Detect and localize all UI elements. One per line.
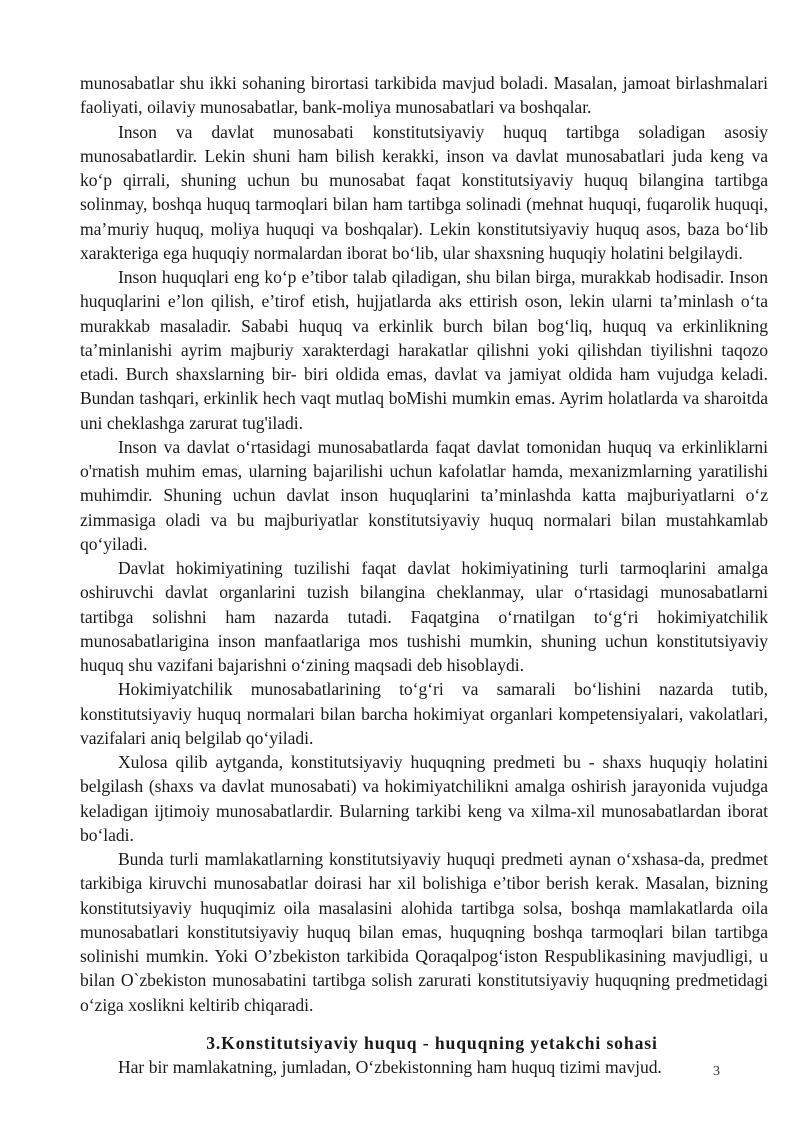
paragraph: Xulosa qilib aytganda, konstitutsiyaviy huquqning predmeti bu - shaxs huquqiy holatini belgilash (shaxs va davlat munosabati) va hokimiyatchilikni amalga oshirish jarayonida vujudga keladigan ijtimoiy munosabatlardir. Bularning tarkibi keng va xilma-xil munosabatlardan iborat bo‘ladi. xyxy=(80,752,768,845)
paragraph: Har bir mamlakatning, jumladan, O‘zbekistonning ham huquq tizimi mavjud. xyxy=(118,1057,662,1077)
paragraph: Hokimiyatchilik munosabatlarining to‘g‘ri va samarali bo‘lishini nazarda tutib, konstitutsiyaviy huquq normalari bilan barcha hokimiyat organlari kompetensiyalari, vakolatlari, vazifalari aniq belgilab qo‘yiladi. xyxy=(80,679,768,748)
section-heading: 3.Konstitutsiyaviy huquq - huquqning yetakchi sohasi xyxy=(206,1032,658,1053)
paragraph: Davlat hokimiyatining tuzilishi faqat davlat hokimiyatining turli tarmoqlarini amalga oshiruvchi davlat organlarini tuzish bilangina cheklanmay, ular o‘rtasidagi munosabatlarni tartibga solishni ham nazarda tutadi. Faqatgina o‘rnatilgan to‘g‘ri hokimiyatchilik munosabatlarigina inson manfaatlariga mos tushishi mumkin, shuning uchun konstitutsiyaviy huquq shu vazifani bajarishni o‘zining maqsadi deb hisoblaydi. xyxy=(80,558,768,675)
document-page xyxy=(80,71,768,1079)
paragraph-continuation: munosabatlar shu ikki sohaning birortasi tarkibida mavjud boladi. Masalan, jamoat birlashmalari faoliyati, oilaviy munosabatlar, bank-moliya munosabatlari va boshqalar. xyxy=(80,73,768,118)
page-number: 3 xyxy=(713,1064,720,1079)
paragraph: Inson va davlat o‘rtasidagi munosabatlarda faqat davlat tomonidan huquq va erkinliklarni o'rnatish muhim emas, ularning bajarilishi uchun kafolatlar hamda, mexanizmlarning yaratilishi muhimdir. Shuning uchun davlat inson huquqlarini ta’minlashda katta majburiyatlarni o‘z zimmasiga oladi va bu majburiyatlar konstitutsiyaviy huquq normalari bilan mustahkamlab qo‘yiladi. xyxy=(80,436,768,554)
paragraph: Bunda turli mamlakatlarning konstitutsiyaviy huquqi predmeti aynan o‘xshasa-da, predmet tarkibiga kiruvchi munosabatlar doirasi har xil bolishiga e’tibor berish kerak. Masalan, bizning konstitutsiyaviy huquqimiz oila masalasini alohida tartibga solsa, boshqa mamlakatlarda oila munosabatlari konstitutsiyaviy huquq bilan emas, huquqning boshqa tarmoqlari bilan tartibga solinishi mumkin. Yoki O’zbekiston tarkibida Qoraqalpog‘iston Respublikasining mavjudligi, u bilan O`zbekiston munosabatini tartibga solish zarurati konstitutsiyaviy huquqning predmetidagi o‘ziga xoslikni keltirib chiqaradi. xyxy=(80,849,768,1015)
paragraph: Inson va davlat munosabati konstitutsiyaviy huquq tartibga soladigan asosiy munosabatlardir. Lekin shuni ham bilish kerakki, inson va davlat munosabatlari juda keng va ko‘p qirrali, shuning uchun bu munosabat faqat konstitutsiyaviy huquq bilangina tartibga solinmay, boshqa huquq tarmoqlari bilan ham tartibga solinadi (mehnat huquqi, fuqarolik huquqi, ma’muriy huquq, moliya huquqi va boshqalar). Lekin konstitutsiyaviy huquq asos, baza bo‘lib xarakteriga ega huquqiy normalardan iborat bo‘lib, ular shaxsning huquqiy holatini belgilaydi. xyxy=(80,121,768,263)
paragraph: Inson huquqlari eng ko‘p e’tibor talab qiladigan, shu bilan birga, murakkab hodisadir. Inson huquqlarini e’lon qilish, e’tirof etish, hujjatlarda aks ettirish oson, lekin ularni ta’minlash o‘ta murakkab masaladir. Sababi huquq va erkinlik burch bilan bog‘liq, huquq va erkinlikning ta’minlanishi ayrim majburiy xarakterdagi harakatlar qilishni yoki qilishdan tiyilishni taqozo etadi. Burch shaxslarning bir- biri oldida emas, davlat va jamiyat oldida ham vujudga keladi. Bundan tashqari, erkinlik hech vaqt mutlaq boMishi mumkin emas. Ayrim holatlarda va sharoitda uni cheklashga zarurat tug'iladi. xyxy=(80,267,768,433)
